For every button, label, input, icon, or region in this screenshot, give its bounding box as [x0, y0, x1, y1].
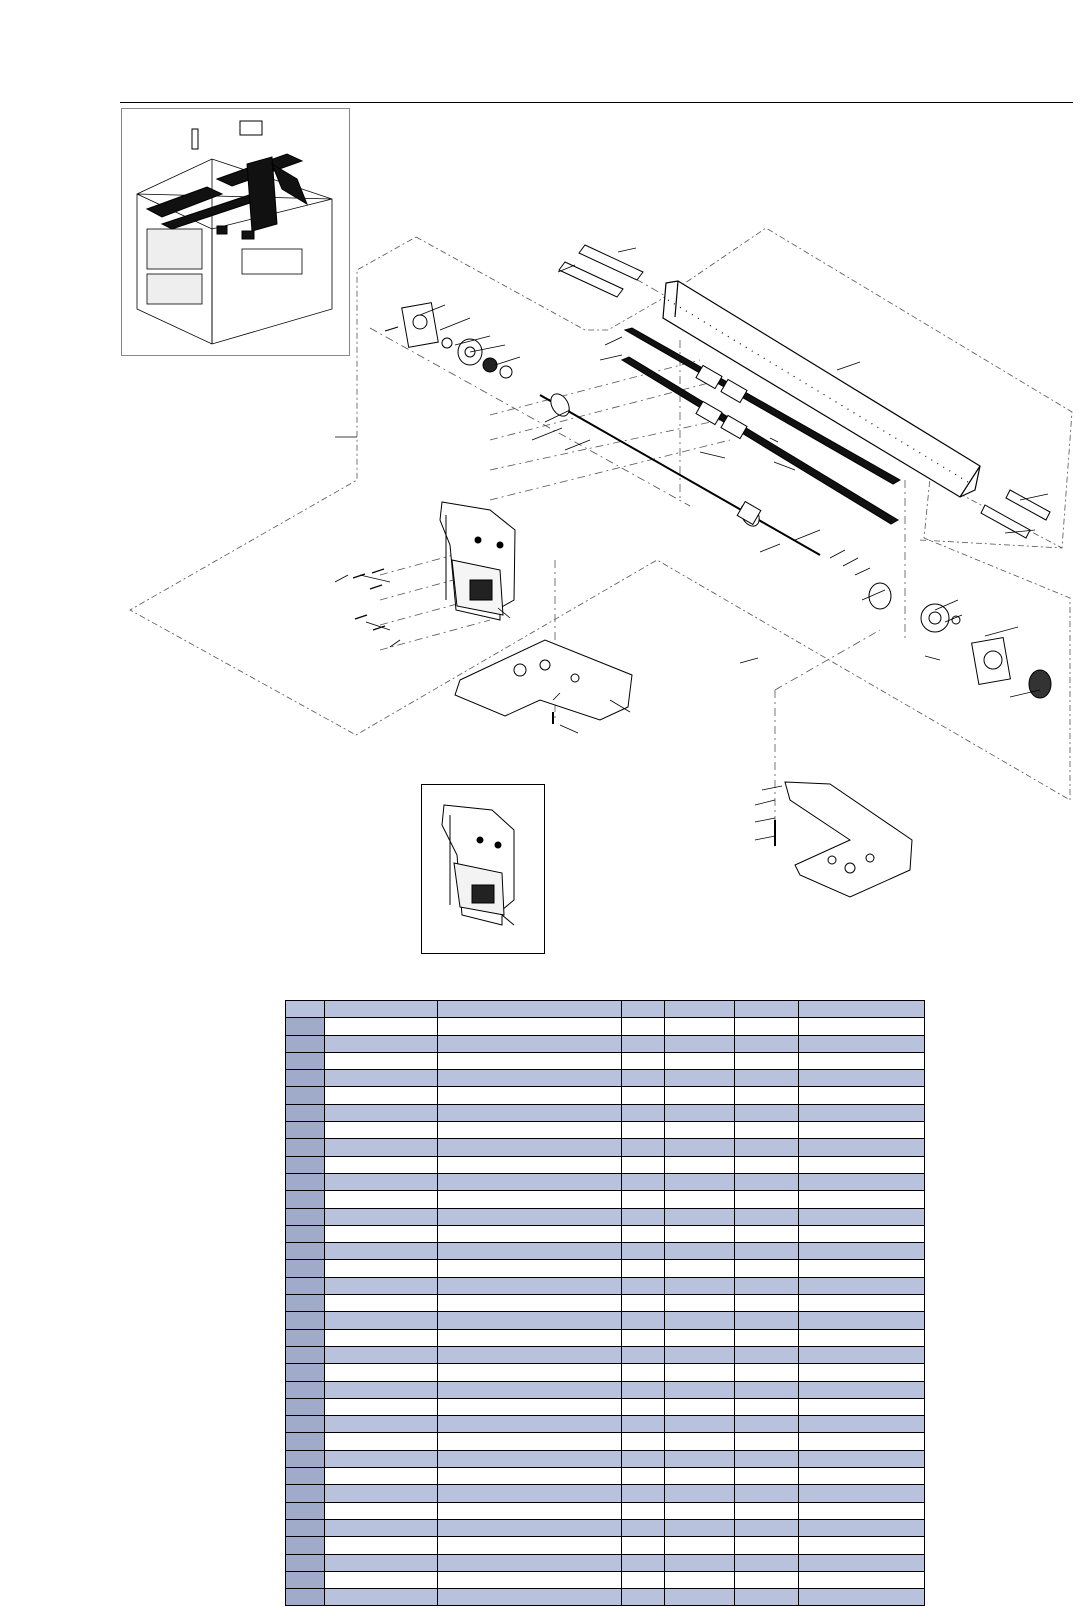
table-cell — [799, 1243, 925, 1260]
header-cell — [438, 1001, 622, 1018]
header-cell — [622, 1001, 665, 1018]
table-cell — [735, 1191, 799, 1208]
table-cell — [325, 1537, 438, 1554]
table-cell — [438, 1571, 622, 1588]
table-cell — [622, 1070, 665, 1087]
table-cell — [286, 1571, 325, 1588]
table-cell — [622, 1537, 665, 1554]
table-cell — [735, 1312, 799, 1329]
table-cell — [286, 1260, 325, 1277]
table-cell — [325, 1122, 438, 1139]
table-row — [286, 1295, 925, 1312]
table-cell — [325, 1208, 438, 1225]
table-cell — [325, 1070, 438, 1087]
table-cell — [325, 1243, 438, 1260]
end-plates — [981, 490, 1050, 538]
table-cell — [622, 1208, 665, 1225]
carriage-bracket — [440, 502, 515, 620]
table-cell — [665, 1208, 735, 1225]
right-base-plate — [775, 782, 912, 897]
table-cell — [735, 1243, 799, 1260]
table-row — [286, 1018, 925, 1035]
table-cell — [735, 1087, 799, 1104]
table-cell — [438, 1260, 622, 1277]
table-cell — [735, 1537, 799, 1554]
table-cell — [799, 1139, 925, 1156]
table-cell — [735, 1519, 799, 1536]
table-cell — [438, 1243, 622, 1260]
table-cell — [665, 1468, 735, 1485]
table-cell — [735, 1450, 799, 1467]
table-cell — [735, 1485, 799, 1502]
table-cell — [799, 1502, 925, 1519]
table-cell — [438, 1450, 622, 1467]
table-row — [286, 1208, 925, 1225]
table-cell — [325, 1502, 438, 1519]
table-cell — [286, 1468, 325, 1485]
table-cell — [622, 1450, 665, 1467]
table-cell — [438, 1502, 622, 1519]
table-cell — [622, 1329, 665, 1346]
table-cell — [438, 1485, 622, 1502]
table-cell — [799, 1468, 925, 1485]
table-cell — [665, 1139, 735, 1156]
table-cell — [665, 1018, 735, 1035]
table-cell — [735, 1018, 799, 1035]
table-cell — [735, 1139, 799, 1156]
table-cell — [286, 1139, 325, 1156]
table-cell — [735, 1225, 799, 1242]
table-cell — [438, 1364, 622, 1381]
table-cell — [438, 1433, 622, 1450]
table-cell — [799, 1087, 925, 1104]
table-cell — [665, 1364, 735, 1381]
table-cell — [286, 1018, 325, 1035]
table-cell — [325, 1329, 438, 1346]
table-cell — [735, 1571, 799, 1588]
table-cell — [665, 1537, 735, 1554]
table-cell — [622, 1502, 665, 1519]
table-cell — [325, 1554, 438, 1571]
table-cell — [735, 1589, 799, 1606]
table-cell — [438, 1018, 622, 1035]
table-cell — [735, 1398, 799, 1415]
table-cell — [799, 1381, 925, 1398]
table-cell — [325, 1312, 438, 1329]
table-cell — [286, 1295, 325, 1312]
table-cell — [286, 1346, 325, 1363]
table-cell — [325, 1589, 438, 1606]
table-cell — [665, 1554, 735, 1571]
table-cell — [665, 1571, 735, 1588]
table-cell — [799, 1070, 925, 1087]
table-row — [286, 1416, 925, 1433]
table-cell — [438, 1070, 622, 1087]
table-cell — [735, 1554, 799, 1571]
table-row — [286, 1052, 925, 1069]
table-cell — [735, 1295, 799, 1312]
header-cell — [799, 1001, 925, 1018]
table-cell — [622, 1398, 665, 1415]
table-cell — [799, 1156, 925, 1173]
table-cell — [799, 1571, 925, 1588]
table-cell — [325, 1450, 438, 1467]
table-cell — [622, 1035, 665, 1052]
table-cell — [665, 1122, 735, 1139]
table-cell — [286, 1052, 325, 1069]
table-cell — [665, 1329, 735, 1346]
table-cell — [799, 1312, 925, 1329]
table-cell — [438, 1052, 622, 1069]
table-cell — [325, 1173, 438, 1190]
table-cell — [735, 1052, 799, 1069]
table-row — [286, 1191, 925, 1208]
table-cell — [622, 1519, 665, 1536]
table-cell — [622, 1277, 665, 1294]
bracket-detail-inset — [421, 784, 545, 954]
table-cell — [622, 1416, 665, 1433]
table-row — [286, 1139, 925, 1156]
parts-table-header — [286, 1001, 925, 1018]
table-cell — [622, 1260, 665, 1277]
table-cell — [799, 1346, 925, 1363]
table-cell — [286, 1450, 325, 1467]
table-cell — [665, 1156, 735, 1173]
table-cell — [325, 1468, 438, 1485]
table-cell — [286, 1312, 325, 1329]
table-cell — [665, 1277, 735, 1294]
table-cell — [665, 1070, 735, 1087]
table-cell — [286, 1104, 325, 1121]
rail-blocks — [696, 365, 747, 438]
table-cell — [799, 1416, 925, 1433]
table-cell — [438, 1104, 622, 1121]
table-cell — [438, 1277, 622, 1294]
table-row — [286, 1173, 925, 1190]
table-cell — [622, 1156, 665, 1173]
table-cell — [286, 1485, 325, 1502]
table-cell — [438, 1087, 622, 1104]
table-cell — [622, 1485, 665, 1502]
right-drive-parts — [869, 583, 1051, 698]
table-cell — [665, 1381, 735, 1398]
table-cell — [799, 1364, 925, 1381]
table-cell — [325, 1433, 438, 1450]
table-cell — [665, 1225, 735, 1242]
table-cell — [622, 1018, 665, 1035]
machine-overview-drawing — [122, 109, 349, 355]
header-cell — [325, 1001, 438, 1018]
table-cell — [325, 1416, 438, 1433]
table-cell — [799, 1260, 925, 1277]
table-cell — [325, 1260, 438, 1277]
table-cell — [665, 1589, 735, 1606]
table-cell — [735, 1070, 799, 1087]
table-cell — [665, 1295, 735, 1312]
table-cell — [735, 1502, 799, 1519]
table-cell — [735, 1433, 799, 1450]
table-cell — [286, 1173, 325, 1190]
table-row — [286, 1485, 925, 1502]
table-row — [286, 1243, 925, 1260]
table-cell — [799, 1018, 925, 1035]
table-cell — [286, 1225, 325, 1242]
table-cell — [665, 1519, 735, 1536]
table-cell — [286, 1277, 325, 1294]
callout-leaders — [335, 248, 1048, 840]
table-cell — [438, 1554, 622, 1571]
table-cell — [622, 1191, 665, 1208]
table-cell — [665, 1416, 735, 1433]
left-screws — [353, 569, 385, 630]
parts-table — [285, 1000, 925, 1606]
table-cell — [799, 1104, 925, 1121]
table-row — [286, 1329, 925, 1346]
table-cell — [286, 1329, 325, 1346]
table-cell — [735, 1208, 799, 1225]
table-cell — [438, 1191, 622, 1208]
center-lines — [370, 270, 905, 840]
table-row — [286, 1104, 925, 1121]
table-cell — [438, 1208, 622, 1225]
table-cell — [438, 1537, 622, 1554]
left-base-plate — [455, 640, 632, 724]
table-row — [286, 1519, 925, 1536]
main-beam — [663, 281, 980, 497]
table-cell — [665, 1173, 735, 1190]
table-cell — [665, 1398, 735, 1415]
table-cell — [735, 1260, 799, 1277]
table-cell — [622, 1104, 665, 1121]
table-cell — [622, 1243, 665, 1260]
table-cell — [438, 1225, 622, 1242]
table-cell — [665, 1243, 735, 1260]
table-cell — [665, 1485, 735, 1502]
table-cell — [799, 1589, 925, 1606]
table-cell — [325, 1035, 438, 1052]
table-cell — [622, 1364, 665, 1381]
table-cell — [438, 1139, 622, 1156]
table-cell — [286, 1070, 325, 1087]
table-cell — [622, 1554, 665, 1571]
table-cell — [438, 1416, 622, 1433]
table-row — [286, 1554, 925, 1571]
table-cell — [735, 1035, 799, 1052]
table-cell — [665, 1191, 735, 1208]
table-row — [286, 1381, 925, 1398]
table-row — [286, 1087, 925, 1104]
table-row — [286, 1225, 925, 1242]
table-row — [286, 1502, 925, 1519]
table-row — [286, 1260, 925, 1277]
table-row — [286, 1364, 925, 1381]
table-cell — [735, 1277, 799, 1294]
table-cell — [735, 1364, 799, 1381]
table-cell — [286, 1191, 325, 1208]
table-cell — [799, 1329, 925, 1346]
table-cell — [325, 1087, 438, 1104]
table-row — [286, 1571, 925, 1588]
table-row — [286, 1346, 925, 1363]
table-cell — [325, 1364, 438, 1381]
table-cell — [438, 1381, 622, 1398]
table-cell — [622, 1468, 665, 1485]
table-cell — [286, 1156, 325, 1173]
table-cell — [665, 1312, 735, 1329]
table-cell — [665, 1052, 735, 1069]
table-cell — [325, 1398, 438, 1415]
table-cell — [325, 1018, 438, 1035]
table-cell — [799, 1225, 925, 1242]
table-cell — [438, 1122, 622, 1139]
table-cell — [665, 1035, 735, 1052]
table-cell — [735, 1104, 799, 1121]
table-cell — [799, 1208, 925, 1225]
table-row — [286, 1398, 925, 1415]
table-cell — [286, 1087, 325, 1104]
table-cell — [735, 1156, 799, 1173]
table-cell — [286, 1433, 325, 1450]
table-cell — [665, 1087, 735, 1104]
table-cell — [286, 1519, 325, 1536]
table-cell — [665, 1502, 735, 1519]
table-cell — [325, 1225, 438, 1242]
table-row — [286, 1312, 925, 1329]
table-cell — [735, 1122, 799, 1139]
table-cell — [622, 1433, 665, 1450]
table-cell — [438, 1398, 622, 1415]
table-cell — [438, 1346, 622, 1363]
table-cell — [665, 1450, 735, 1467]
table-cell — [735, 1381, 799, 1398]
table-cell — [735, 1416, 799, 1433]
table-cell — [799, 1122, 925, 1139]
table-cell — [286, 1502, 325, 1519]
table-cell — [665, 1433, 735, 1450]
table-row — [286, 1070, 925, 1087]
table-cell — [665, 1260, 735, 1277]
table-cell — [799, 1277, 925, 1294]
table-cell — [799, 1295, 925, 1312]
table-cell — [325, 1104, 438, 1121]
parts-table-body — [286, 1018, 925, 1606]
table-cell — [286, 1381, 325, 1398]
table-cell — [438, 1589, 622, 1606]
table-cell — [799, 1173, 925, 1190]
table-cell — [799, 1052, 925, 1069]
table-cell — [622, 1589, 665, 1606]
header-cell — [286, 1001, 325, 1018]
table-cell — [286, 1416, 325, 1433]
table-cell — [799, 1519, 925, 1536]
bracket-detail-drawing — [422, 785, 544, 953]
table-cell — [622, 1087, 665, 1104]
top-plates — [559, 245, 643, 297]
table-cell — [325, 1277, 438, 1294]
table-cell — [325, 1191, 438, 1208]
left-bearing-parts — [385, 303, 512, 378]
table-cell — [286, 1589, 325, 1606]
table-row — [286, 1277, 925, 1294]
table-cell — [799, 1554, 925, 1571]
table-row — [286, 1537, 925, 1554]
table-cell — [799, 1035, 925, 1052]
table-cell — [438, 1519, 622, 1536]
table-cell — [286, 1122, 325, 1139]
table-row — [286, 1035, 925, 1052]
table-cell — [325, 1346, 438, 1363]
header-cell — [735, 1001, 799, 1018]
table-cell — [735, 1346, 799, 1363]
table-cell — [622, 1312, 665, 1329]
table-cell — [286, 1554, 325, 1571]
table-cell — [622, 1381, 665, 1398]
table-cell — [438, 1035, 622, 1052]
table-cell — [325, 1139, 438, 1156]
table-cell — [325, 1381, 438, 1398]
table-cell — [622, 1122, 665, 1139]
table-cell — [286, 1035, 325, 1052]
machine-overview-inset — [121, 108, 350, 356]
table-cell — [735, 1329, 799, 1346]
table-cell — [286, 1364, 325, 1381]
table-cell — [665, 1346, 735, 1363]
table-cell — [799, 1191, 925, 1208]
table-cell — [438, 1468, 622, 1485]
table-cell — [799, 1485, 925, 1502]
table-cell — [438, 1156, 622, 1173]
table-cell — [622, 1225, 665, 1242]
table-cell — [622, 1571, 665, 1588]
table-cell — [325, 1519, 438, 1536]
table-cell — [622, 1139, 665, 1156]
table-row — [286, 1156, 925, 1173]
table-cell — [438, 1295, 622, 1312]
table-cell — [325, 1295, 438, 1312]
table-cell — [286, 1398, 325, 1415]
table-row — [286, 1450, 925, 1467]
table-cell — [325, 1052, 438, 1069]
table-row — [286, 1433, 925, 1450]
table-cell — [735, 1468, 799, 1485]
table-cell — [622, 1295, 665, 1312]
table-cell — [438, 1173, 622, 1190]
table-row — [286, 1468, 925, 1485]
table-cell — [325, 1156, 438, 1173]
table-cell — [286, 1243, 325, 1260]
table-cell — [622, 1052, 665, 1069]
table-cell — [799, 1433, 925, 1450]
table-cell — [286, 1208, 325, 1225]
table-cell — [438, 1329, 622, 1346]
table-cell — [799, 1450, 925, 1467]
table-cell — [665, 1104, 735, 1121]
table-cell — [799, 1398, 925, 1415]
table-cell — [622, 1346, 665, 1363]
table-cell — [325, 1485, 438, 1502]
table-cell — [438, 1312, 622, 1329]
table-cell — [622, 1173, 665, 1190]
table-cell — [799, 1537, 925, 1554]
header-cell — [665, 1001, 735, 1018]
table-cell — [735, 1173, 799, 1190]
table-row — [286, 1589, 925, 1606]
table-cell — [325, 1571, 438, 1588]
table-row — [286, 1122, 925, 1139]
table-cell — [286, 1537, 325, 1554]
